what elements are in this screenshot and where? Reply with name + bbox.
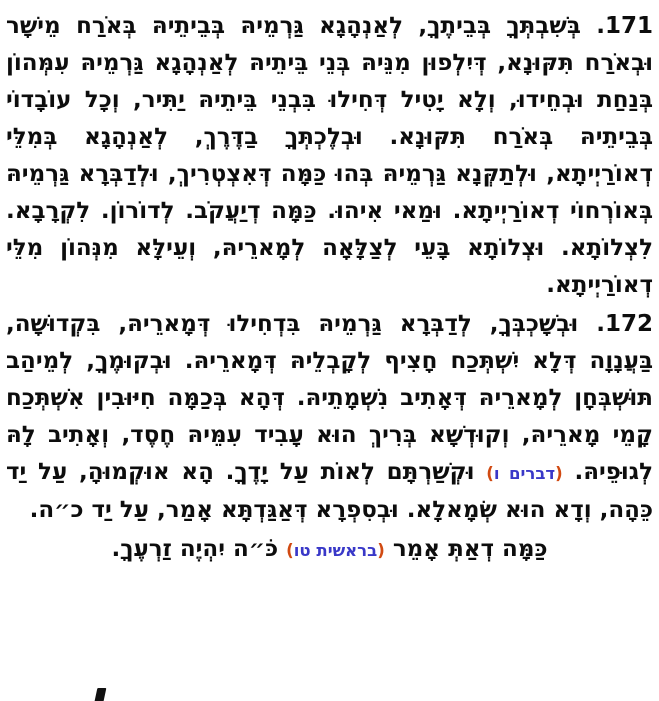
citation-reference[interactable]: בראשית טו — [293, 541, 378, 560]
text-run: וּקְשַׁרְתָּם לְאוֹת עַל יָדֶךָ. הָא אוּקְמוּהָ, עַל יַד כֵּהָה, וְדָא הוּא שְׂמָאלָא. וּבְסִפְרָא דְּאַגַּדְתָּא אָמַר, עַל יַד כ״ה. — [6, 459, 653, 523]
text-run: כֹּ״ה יִהְיֶה זַרְעֶךָ. — [111, 536, 287, 562]
citation-reference[interactable]: דברים ו — [493, 464, 556, 483]
cutoff-next-line-letter — [95, 688, 107, 701]
text-run: 172. וּבְשָׁכְבְּךָ, לְדַבְּרָא גַּרְמֵיהּ בִּדְחִילוּ דְּמָארֵיהּ, בִּקְדוּשָׁה, בַּעֲנָוָה דְּלָא יִשְׁתְּכַח חָצִיף לְקָבְלֵיהּ דְּמָארֵיהּ. וּבְקוּמֶךָ, לְמֵיהַב תּוּשְׁבְּחָן לְמָארֵיהּ דְּאָתִיב נִשְׁמָתֵיהּ. דְּהָא בְּכַמָּה חִיּוּבִין אִשְׁתְּכַח קָמֵי מָארֵיהּ, וְקוּדְשָׁא בְּרִיךְ הוּא עָבִיד עִמֵּיהּ חֶסֶד, וְאָתִיב לָהּ לְגוּפֵיהּ. — [6, 311, 653, 485]
citation-paren: ) — [286, 541, 294, 560]
paragraph-172 — [6, 306, 653, 529]
paragraph-172-last-line — [6, 531, 653, 569]
citation-paren: ( — [555, 464, 563, 483]
text-run: כַּמָּה דְאַתְּ אָמֵר — [384, 536, 548, 562]
citation-paren: ) — [486, 464, 494, 483]
citation-paren: ( — [377, 541, 385, 560]
paragraph-171 — [6, 8, 653, 304]
text-run: 171. בְּשִׁבְתְּךָ בְּבֵיתֶךָ, לְאַנְהָגָא גַּרְמֵיהּ בְּבֵיתֵיהּ בְּאֹרַח מֵישָׁר וּבְאֹרַח תִּקּוּנָא, דְּיִלְפוּן מִנֵּיהּ בְּנֵי בֵּיתֵיהּ לְאַנְהָגָא גַּרְמֵיהּ עִמְּהוֹן בְּנַחַת וּבְחֵידוּ, וְלָא יָטִיל דְּחִילוּ בִּבְנֵי בֵּיתֵיהּ יַתִּיר, וְכָל עוֹבָדוֹי בְּבֵיתֵיהּ בְּאֹרַח תִּקּוּנָא. וּבְלֶכְתְּךָ בַדֶּרֶךְ, לְאַנְהָגָא בְּמִלֵּי דְאוֹרַיְיתָא, וּלְתַקְּנָא גַּרְמֵיהּ בְּהוּ כַּמָּה דְּאִצְטְרִיךְ, וּלְדַבְּרָא גַּרְמֵיהּ בְּאוֹרְחוֹי דְאוֹרַיְיתָא. וּמַאי אִיהוּ. כַּמָּה דְיַעֲקֹב. לְדוֹרוֹן. לִקְרָבָא. לִצְלוֹתָא. וּצְלוֹתָא בָּעֵי לְצַלָּאָה לְמָארֵיהּ, וְעֵילָּא מִנְּהוֹן מִלֵּי דְאוֹרַיְיתָא. — [6, 13, 653, 298]
text-content — [6, 8, 653, 569]
